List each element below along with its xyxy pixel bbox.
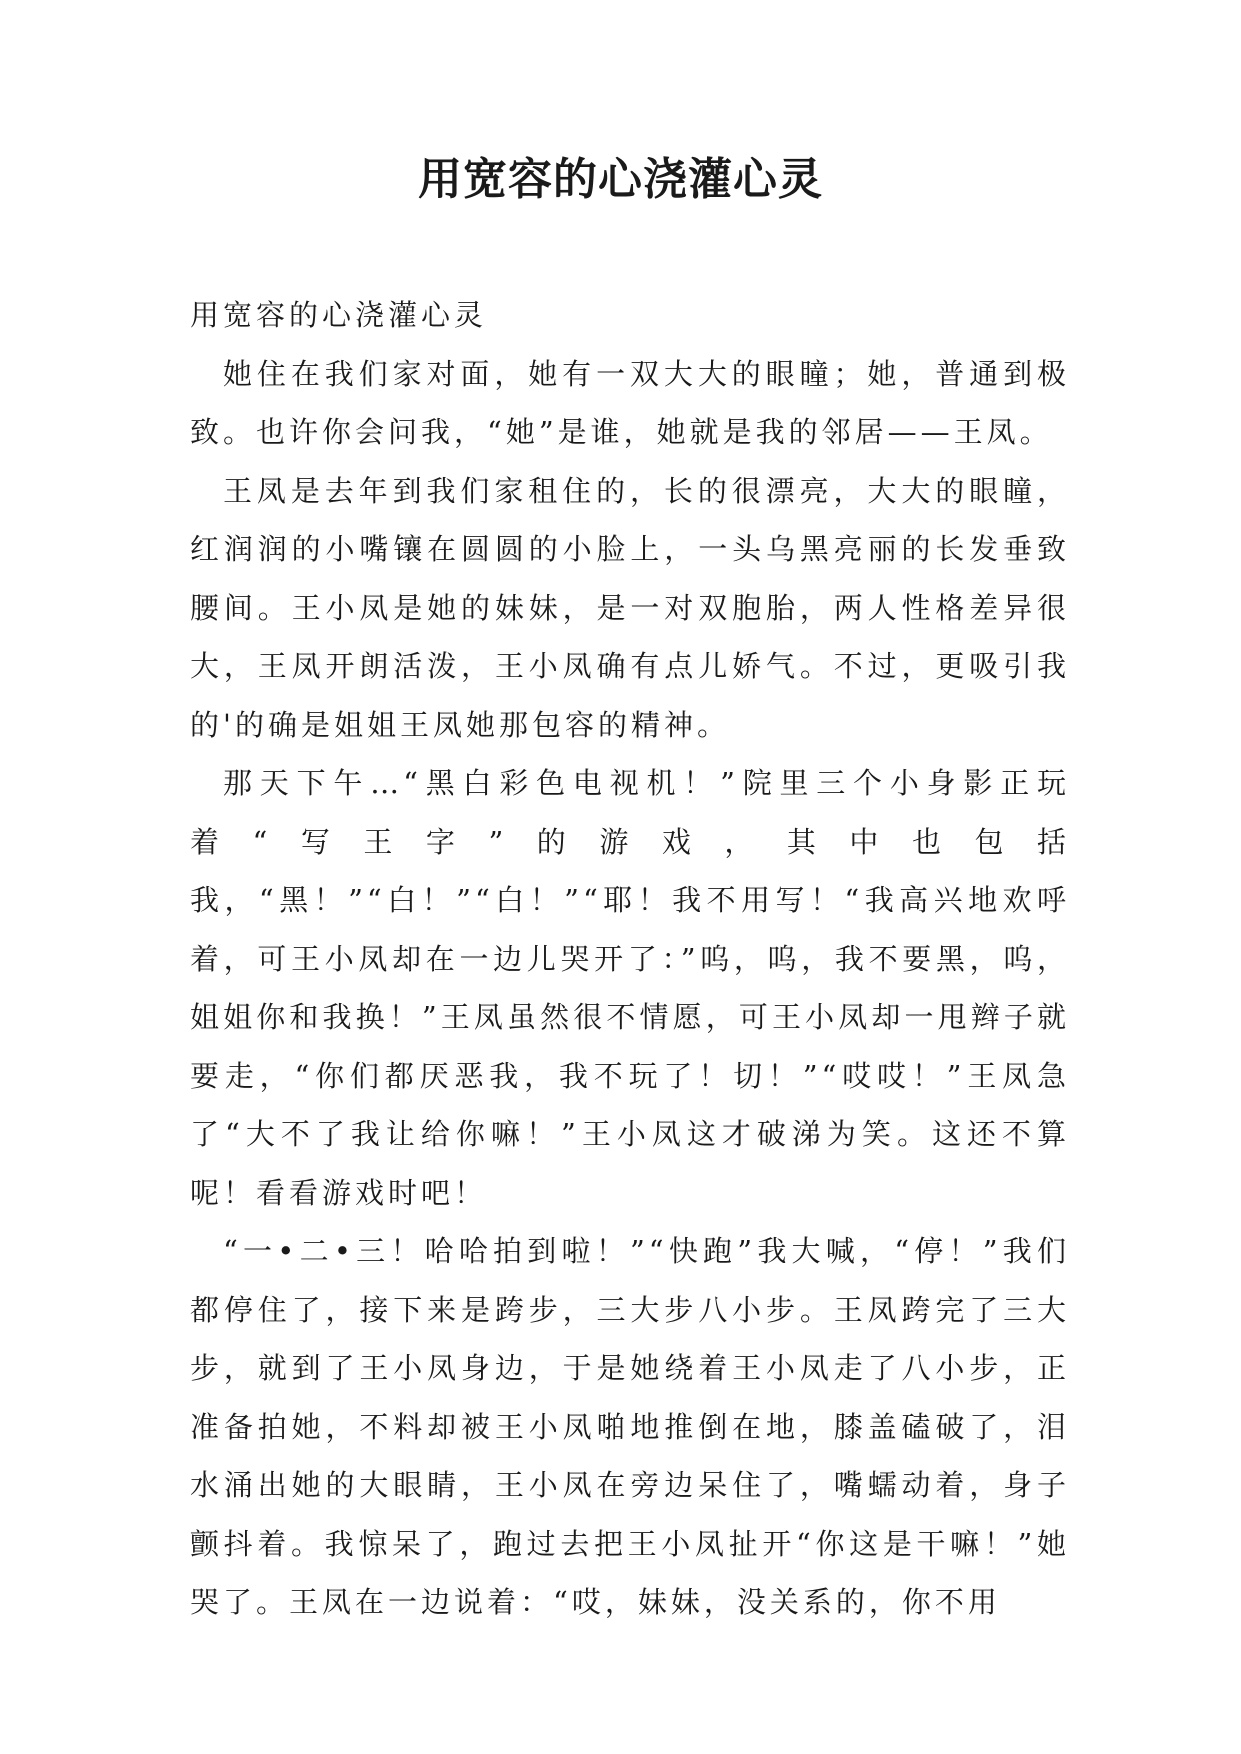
document-title: 用宽容的心浇灌心灵 [418,154,823,205]
body-paragraph: 王凤是去年到我们家租住的，长的很漂亮，大大的眼瞳，红润润的小嘴镶在圆圆的小脸上，一头乌黑亮丽的长发垂致腰间。王小凤是她的妹妹，是一对双胞胎，两人性格差异很大，王凤开朗活泼，王小凤确有点儿娇气。不过，更吸引我的'的确是姐姐王凤她那包容的精神。 [190,473,1070,742]
body-paragraph: 她住在我们家对面，她有一双大大的眼瞳；她，普通到极致。也许你会问我，“她”是谁，她就是我的邻居——王凤。 [190,356,1070,449]
subtitle-paragraph: 用宽容的心浇灌心灵 [190,298,488,332]
body-paragraph: 那天下午…“黑白彩色电视机！”院里三个小身影正玩着“写王字”的游戏，其中也包括我，“黑！”“白！”“白！”“耶！我不用写！“我高兴地欢呼着，可王小凤却在一边儿哭开了：”呜，呜，我不要黑，呜，姐姐你和我换！”王凤虽然很不情愿，可王小凤却一甩辫子就要走，“你们都厌恶我，我不玩了！切！”“哎哎！”王凤急了“大不了我让给你嘛！”王小凤这才破涕为笑。这还不算呢！看看游戏时吧！ [190,766,1070,1210]
document-body [190,286,1070,1632]
body-paragraph: “一•二•三！哈哈拍到啦！”“快跑”我大喊，“停！”我们都停住了，接下来是跨步，三大步八小步。王凤跨完了三大步，就到了王小凤身边，于是她绕着王小凤走了八小步，正准备拍她，不料却被王小凤啪地推倒在地，膝盖磕破了，泪水涌出她的大眼睛，王小凤在旁边呆住了，嘴蠕动着，身子颤抖着。我惊呆了，跑过去把王小凤扯开“你这是干嘛！”她哭了。王凤在一边说着：“哎，妹妹，没关系的，你不用 [190,1234,1070,1619]
